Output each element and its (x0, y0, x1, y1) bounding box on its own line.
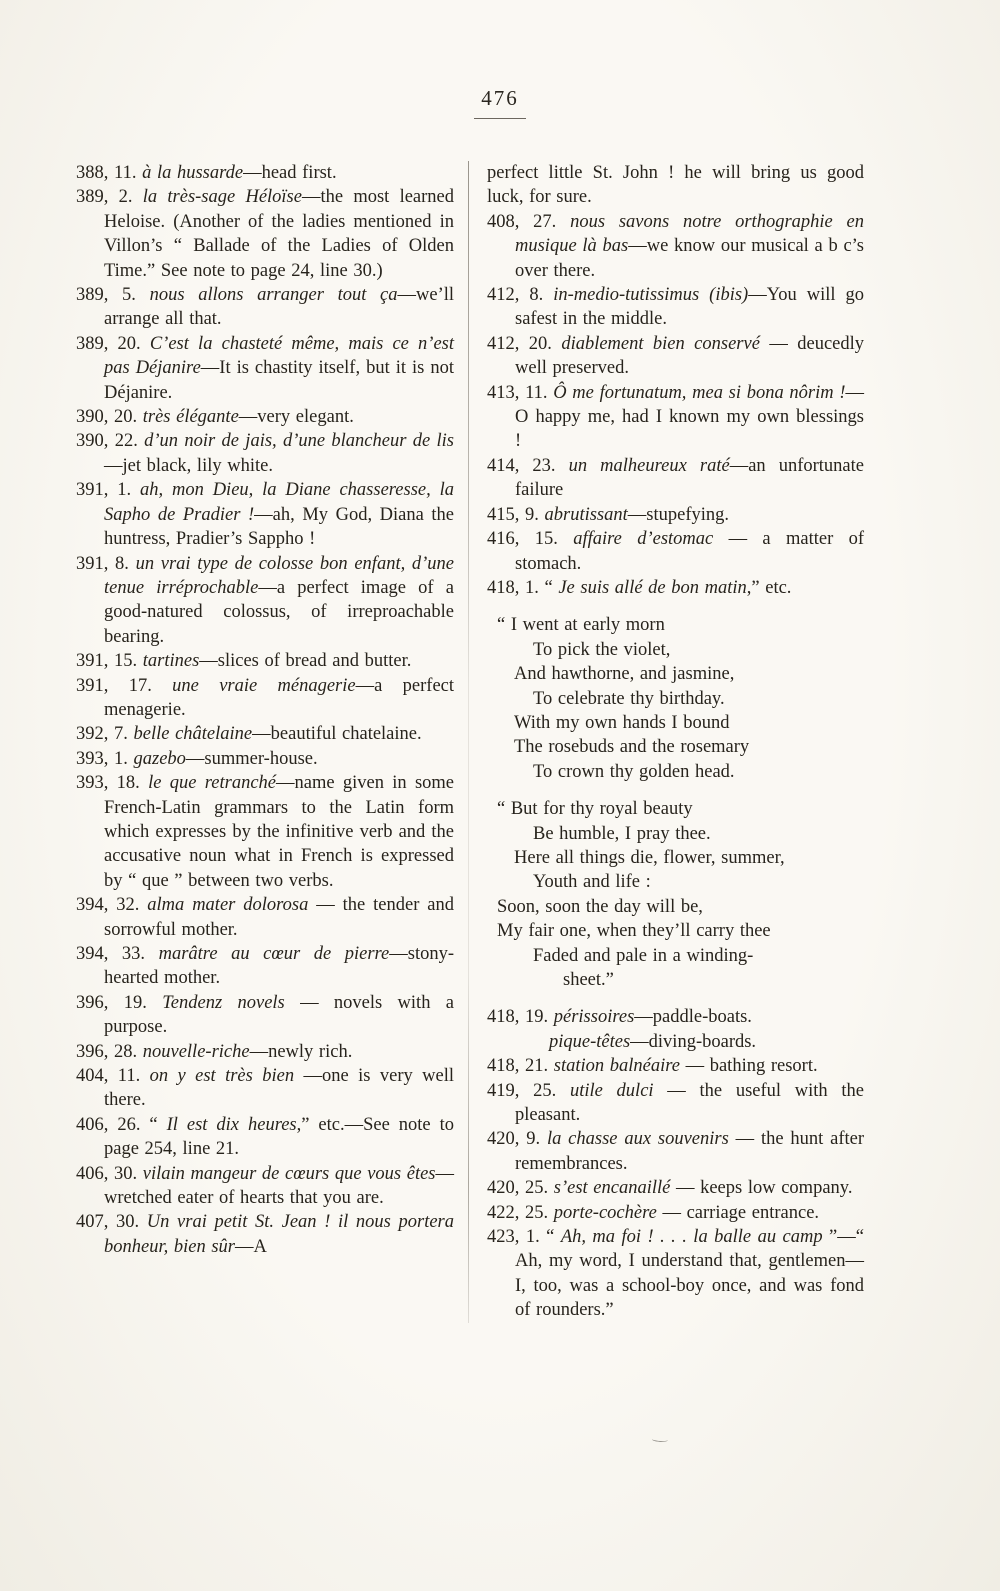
note-entry (487, 1079, 864, 1128)
poem-line (487, 760, 864, 784)
foreign-phrase: gazebo (133, 748, 186, 769)
note-entry (487, 1054, 864, 1078)
foreign-phrase: Ô me fortunatum, mea si bona nôrim ! (553, 382, 846, 403)
note-text: My fair one, when they’ll carry thee (497, 921, 771, 942)
poem-line (487, 711, 864, 735)
note-entry (76, 1064, 454, 1113)
note-text: — the hunt after remembrances. (515, 1129, 865, 1174)
note-text: —we’ll arrange all that. (104, 285, 455, 330)
note-text: And hawthorne, and jasmine, (514, 664, 735, 685)
note-text: — bathing resort. (679, 1056, 818, 1077)
scan-artifact-mark (652, 1436, 668, 1443)
note-entry (487, 1127, 864, 1176)
foreign-phrase: belle châtelaine (133, 724, 253, 745)
note-ref: 396, 28. (76, 1041, 143, 1062)
foreign-phrase: vilain mangeur de cœurs que vous êtes (142, 1163, 436, 1184)
note-text: Youth and life : (533, 872, 651, 893)
foreign-phrase: ah, mon Dieu, la Diane chasseresse, la Sapho de Pradier ! (104, 480, 455, 525)
note-ref: 422, 25. (487, 1202, 554, 1223)
note-ref: 408, 27. (487, 211, 571, 232)
note-ref: 391, 8. (76, 553, 136, 574)
note-ref: 396, 19. (76, 992, 163, 1013)
note-entry (76, 991, 454, 1040)
note-text: —O happy me, had I known my own blessings ! (515, 382, 864, 452)
note-text: Be humble, I pray thee. (533, 823, 711, 844)
foreign-phrase: Je suis allé de bon matin (558, 577, 747, 598)
foreign-phrase: Tendenz novels (162, 992, 285, 1013)
stanza-gap (487, 992, 864, 1005)
note-entry (487, 1201, 864, 1225)
note-ref: 407, 30. (76, 1212, 147, 1233)
note-text: —the most learned Heloise. (Another of the ladies mentioned in Villon’s “ Ballade of the Ladies of Olden Time.” See note to page 24, line 30.) (104, 187, 454, 281)
note-ref: 393, 1. (76, 748, 134, 769)
poem-line (487, 919, 864, 943)
note-text: Faded and pale in a winding- (533, 945, 754, 966)
note-text: —name given in some French-Latin grammars to the Latin form which expresses by the infinitive verb and the accusative noun what in French is expressed by “ que ” between two verbs. (104, 773, 454, 891)
note-entry (76, 1210, 454, 1259)
foreign-phrase: le que retranché (148, 773, 276, 794)
right-column (469, 161, 864, 1323)
note-entry (76, 1040, 454, 1064)
note-text: — the useful with the pleasant. (515, 1080, 864, 1126)
poem-line (487, 846, 864, 870)
note-subentry (487, 1030, 864, 1054)
note-entry (76, 942, 454, 991)
note-text: “ I went at early morn (497, 615, 665, 636)
note-text: —newly rich. (249, 1041, 353, 1062)
note-text: —an unfortunate failure (515, 455, 864, 501)
note-text: Here all things die, flower, summer, (514, 847, 785, 868)
note-ref: 389, 2. (76, 187, 143, 208)
note-entry (76, 185, 454, 283)
foreign-phrase: s’est encanaillé (553, 1178, 671, 1199)
foreign-phrase: pique-têtes (549, 1031, 631, 1052)
note-entry (76, 161, 454, 185)
note-text: To pick the violet, (533, 639, 671, 660)
note-text: — carriage entrance. (656, 1202, 820, 1223)
note-ref: 412, 20. (487, 333, 562, 354)
note-text: ”—“ Ah, my word, I understand that, gentlemen—I, too, was a school-boy once, and was fond of rounders.” (515, 1227, 864, 1321)
note-ref: 423, 1. “ (487, 1227, 561, 1248)
foreign-phrase: nous allons arranger tout ça (149, 285, 398, 306)
note-entry (487, 576, 864, 600)
note-ref: 389, 5. (76, 285, 150, 306)
note-text: sheet.” (563, 970, 614, 990)
note-ref: 391, 17. (76, 675, 173, 696)
note-ref: 414, 23. (487, 455, 569, 476)
foreign-phrase: un vrai type de colosse bon enfant, d’une tenue irréprochable (104, 553, 454, 598)
note-entry (76, 1113, 454, 1162)
foreign-phrase: abrutissant (544, 504, 628, 525)
note-text: “ But for thy royal beauty (497, 799, 693, 820)
note-ref: 391, 15. (76, 651, 143, 672)
foreign-phrase: très élégante (142, 407, 239, 428)
foreign-phrase: une vraie ménagerie (172, 675, 356, 696)
note-ref: 392, 7. (76, 724, 134, 745)
note-text: — keeps low company. (670, 1178, 853, 1199)
note-entry (76, 283, 454, 332)
note-text: —summer-house. (185, 748, 318, 769)
note-text: —You will go safest in the middle. (515, 285, 864, 330)
note-ref: 416, 15. (487, 529, 574, 550)
note-entry (487, 283, 864, 332)
poem-line (487, 797, 864, 821)
foreign-phrase: un malheureux raté (568, 455, 730, 476)
foreign-phrase: in-medio-tutissimus (ibis) (553, 285, 749, 306)
note-entry (76, 332, 454, 405)
foreign-phrase: on y est très bien (149, 1066, 295, 1087)
note-text: —very elegant. (238, 407, 354, 428)
foreign-phrase: affaire d’estomac (573, 529, 714, 550)
note-text: —It is chastity itself, but it is not Déjanire. (104, 358, 454, 403)
note-ref: 390, 22. (76, 431, 145, 452)
note-entry (487, 210, 864, 283)
page-header (0, 86, 1000, 119)
note-text: To celebrate thy birthday. (533, 688, 725, 709)
note-text: — the tender and sorrowful mother. (104, 895, 454, 940)
note-text: To crown thy golden head. (533, 761, 735, 782)
foreign-phrase: Il est dix heures (166, 1114, 297, 1135)
foreign-phrase: station balnéaire (553, 1056, 680, 1077)
note-ref: 420, 25. (487, 1178, 554, 1199)
foreign-phrase: marâtre au cœur de pierre (158, 944, 390, 964)
poem-line (487, 944, 864, 968)
poem-line (487, 735, 864, 759)
page-number-rule (474, 118, 526, 119)
note-text: —jet black, lily white. (104, 455, 273, 476)
note-ref: 418, 21. (487, 1056, 554, 1077)
note-ref: 406, 30. (76, 1163, 143, 1184)
note-text: — novels with a purpose. (104, 992, 454, 1038)
note-text: Soon, soon the day will be, (497, 896, 703, 917)
note-text: —a perfect image of a good-natured colossus, of irreproachable bearing. (104, 577, 454, 647)
note-text: —a perfect menagerie. (104, 675, 455, 720)
poem-line (487, 613, 864, 637)
note-ref: 419, 25. (487, 1080, 570, 1101)
note-text: —stony-hearted mother. (104, 944, 454, 989)
note-entry (76, 478, 454, 551)
note-text: —ah, My God, Diana the huntress, Pradier’s Sappho ! (104, 504, 454, 550)
note-entry (487, 1176, 864, 1200)
note-entry (76, 552, 454, 650)
note-entry (487, 332, 864, 381)
foreign-phrase: Ah, ma foi ! . . . la balle au camp (560, 1227, 823, 1248)
foreign-phrase: Un vrai petit St. Jean ! il nous portera bonheur, bien sûr (104, 1212, 454, 1257)
note-entry (487, 1225, 864, 1323)
poem-line (487, 662, 864, 686)
notes-columns (76, 161, 864, 1323)
note-text: —one is very well there. (104, 1066, 454, 1111)
note-entry (76, 722, 454, 746)
note-text: —we know our musical a b c’s over there. (515, 236, 864, 281)
note-text: —diving-boards. (630, 1031, 757, 1052)
foreign-phrase: alma mater dolorosa (147, 895, 309, 916)
note-ref: 415, 9. (487, 504, 545, 525)
poem-line (487, 822, 864, 846)
foreign-phrase: porte-cochère (553, 1202, 657, 1223)
note-text: With my own hands I bound (514, 712, 730, 733)
note-entry (76, 674, 454, 723)
note-entry (76, 771, 454, 893)
note-text: — a matter of stomach. (515, 529, 865, 574)
note-entry (76, 1162, 454, 1211)
note-ref: 404, 11. (76, 1066, 150, 1087)
note-ref: 413, 11. (487, 382, 554, 403)
poem-line (487, 687, 864, 711)
foreign-phrase: nouvelle-riche (142, 1041, 250, 1062)
foreign-phrase: périssoires (553, 1007, 635, 1028)
note-text: —A (235, 1236, 267, 1257)
foreign-phrase: la chasse aux souvenirs (546, 1129, 729, 1150)
foreign-phrase: la très-sage Héloïse (142, 187, 302, 208)
poem-line (487, 870, 864, 894)
note-ref: 390, 20. (76, 407, 143, 428)
foreign-phrase: à la hussarde (142, 163, 244, 183)
note-entry (487, 527, 864, 576)
poem-line (487, 895, 864, 919)
note-entry (487, 381, 864, 454)
note-ref: 388, 11. (76, 163, 143, 183)
note-text: —beautiful chatelaine. (252, 724, 422, 745)
note-entry (487, 1005, 864, 1029)
note-text: —wretched eater of hearts that you are. (104, 1163, 454, 1209)
note-text: —head first. (243, 163, 337, 183)
note-text: perfect little St. John ! he will bring us good luck, for sure. (487, 163, 864, 208)
note-text: —slices of bread and butter. (199, 651, 412, 672)
note-entry (487, 454, 864, 503)
note-text: The rosebuds and the rosemary (514, 737, 750, 758)
stanza-gap (487, 600, 864, 613)
note-entry (487, 503, 864, 527)
note-ref: 394, 33. (76, 944, 159, 964)
foreign-phrase: nous savons notre orthographie en musique là bas (515, 211, 864, 257)
foreign-phrase: d’un noir de jais, d’une blancheur de lis (144, 431, 455, 452)
foreign-phrase: utile dulci (569, 1080, 654, 1101)
note-ref: 406, 26. “ (76, 1114, 167, 1135)
note-entry (76, 429, 454, 478)
note-ref: 391, 1. (76, 480, 140, 501)
foreign-phrase: C’est la chasteté même, mais ce n’est pas Déjanire (104, 333, 455, 379)
note-text: ,” etc. (746, 577, 792, 598)
note-ref: 393, 18. (76, 773, 149, 794)
poem-line (487, 638, 864, 662)
note-entry (76, 649, 454, 673)
note-ref: 418, 1. “ (487, 577, 559, 598)
poem-line (487, 968, 864, 992)
note-ref: 420, 9. (487, 1129, 547, 1150)
page-number: 476 (481, 86, 519, 110)
note-text: ,” etc.—See note to page 254, line 21. (104, 1114, 455, 1160)
left-column (76, 161, 468, 1323)
note-text: —stupefying. (627, 504, 730, 525)
foreign-phrase: diablement bien conservé (561, 333, 760, 354)
note-entry (76, 893, 454, 942)
note-ref: 412, 8. (487, 285, 554, 306)
note-ref: 389, 20. (76, 333, 150, 354)
foreign-phrase: tartines (142, 651, 200, 672)
note-entry (76, 405, 454, 429)
note-continuation (487, 161, 864, 210)
stanza-gap (487, 784, 864, 797)
note-ref: 394, 32. (76, 895, 148, 916)
note-text: —paddle-boats. (634, 1007, 752, 1028)
note-ref: 418, 19. (487, 1007, 554, 1028)
note-text: — deucedly well preserved. (515, 333, 865, 379)
note-entry (76, 747, 454, 771)
